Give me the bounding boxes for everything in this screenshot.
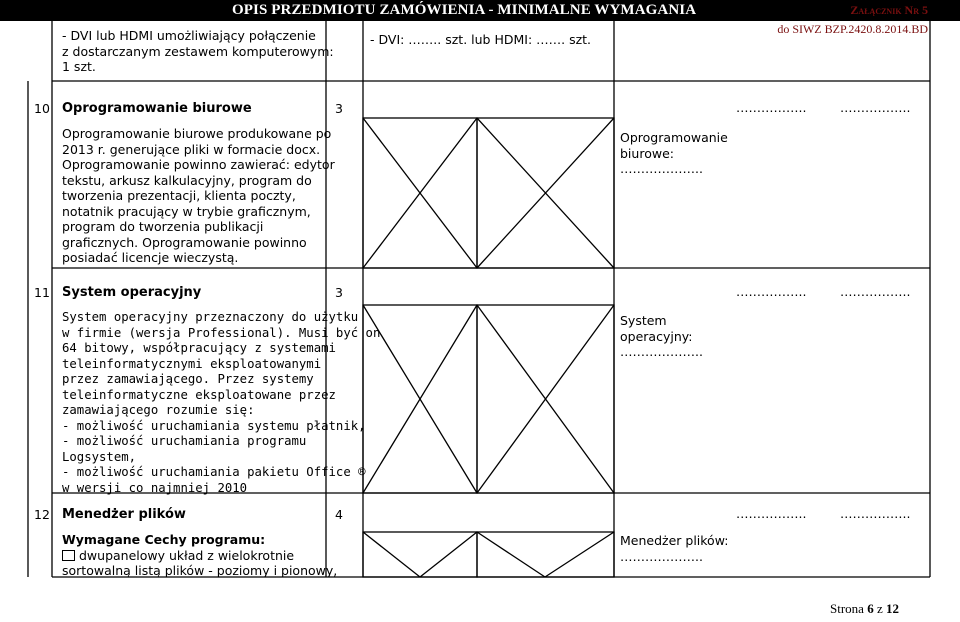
desc-line: Oprogramowanie powinno zawierać: edytor xyxy=(62,157,335,172)
offer-field[interactable] xyxy=(620,313,703,360)
row-number: 11 xyxy=(34,285,50,300)
total-price-field[interactable]: …………….. xyxy=(840,506,911,521)
desc-line: Logsystem, xyxy=(62,449,137,464)
desc-line: dwupanelowy układ z wielokrotnie xyxy=(62,548,337,564)
total-price-field[interactable]: …………….. xyxy=(840,284,911,299)
desc-line: w wersji co najmniej 2010 xyxy=(62,480,248,495)
desc-line: posiadać licencje wieczystą. xyxy=(62,250,239,265)
desc-line: 1 szt. xyxy=(62,59,96,74)
desc-line: - możliwość uruchamiania systemu płatnik, xyxy=(62,418,366,433)
desc-line: 2013 r. generujące pliki w formacie docx. xyxy=(62,141,321,157)
offer-field[interactable] xyxy=(620,533,728,564)
row-description xyxy=(62,532,337,579)
desc-line: program do tworzenia publikacji xyxy=(62,219,264,234)
page-number: Strona 6 z 12 xyxy=(830,601,899,616)
row-number: 12 xyxy=(34,507,50,522)
offer-label: biurowe: xyxy=(620,145,674,161)
unit-price-field[interactable]: …………….. xyxy=(736,506,807,521)
row-quantity: 3 xyxy=(335,101,343,116)
page-header xyxy=(0,0,960,21)
reference-number: do SIWZ BZP.2420.8.2014.BD xyxy=(777,22,928,36)
continuation-description xyxy=(62,28,334,75)
offer-label: Menedżer plików: xyxy=(620,533,729,548)
desc-line: tekstu, arkusz kalkulacyjny, program do xyxy=(62,172,312,188)
desc-line: 64 bitowy, współpracujący z systemami xyxy=(62,341,336,355)
desc-line: graficznych. Oprogramowanie powinno xyxy=(62,234,307,250)
row-number: 10 xyxy=(34,101,50,116)
desc-line: teleinformatyczne eksploatowane przez xyxy=(62,387,336,402)
requirements-heading: Wymagane Cechy programu: xyxy=(62,532,266,547)
total-price-field[interactable]: …………….. xyxy=(840,100,911,115)
unit-price-field[interactable]: …………….. xyxy=(736,284,807,299)
row-description xyxy=(62,310,380,496)
desc-line: - możliwość uruchamiania pakietu Office ® xyxy=(62,465,366,479)
row-description xyxy=(62,126,335,266)
unit-price-field[interactable]: …………….. xyxy=(736,100,807,115)
desc-line: w firmie (wersja Professional). Musi być on xyxy=(62,325,381,340)
row-quantity: 4 xyxy=(335,507,343,522)
desc-line: - możliwość uruchamiania programu xyxy=(62,434,307,448)
desc-line: przez zamawiającego. Przez systemy xyxy=(62,372,314,386)
desc-line: - DVI lub HDMI umożliwiający połączenie xyxy=(62,28,316,43)
checkbox-icon xyxy=(62,550,75,561)
offer-dots: ……………….. xyxy=(620,344,703,359)
desc-line: notatnik pracujący w trybie graficznym, xyxy=(62,203,311,219)
document-title: OPIS PRZEDMIOTU ZAMÓWIENIA - MINIMALNE WYMAGANIA xyxy=(232,2,697,18)
desc-line: tworzenia prezentacji, klienta poczty, xyxy=(62,188,296,203)
desc-line: Oprogramowanie biurowe produkowane po xyxy=(62,126,332,141)
offer-label: operacyjny: xyxy=(620,328,693,344)
attachment-label: Załącznik Nr 5 xyxy=(850,3,928,17)
desc-line: teleinformatycznymi eksploatowanymi xyxy=(62,356,322,371)
offer-field[interactable] xyxy=(620,130,728,177)
row-name: Oprogramowanie biurowe xyxy=(62,101,252,116)
desc-line: z dostarczanym zestawem komputerowym: xyxy=(62,43,334,59)
row-quantity: 3 xyxy=(335,285,343,300)
continuation-offer: - DVI: …….. szt. lub HDMI: ……. szt. xyxy=(370,32,592,47)
desc-line: zamawiającego rozumie się: xyxy=(62,403,255,417)
offer-label: System xyxy=(620,313,667,328)
offer-label: Oprogramowanie xyxy=(620,130,728,145)
desc-line: sortowalną listą plików - poziomy i pionowy, xyxy=(62,563,338,578)
desc-line: System operacyjny przeznaczony do użytku xyxy=(62,310,359,324)
row-name: Menedżer plików xyxy=(62,507,186,522)
row-name: System operacyjny xyxy=(62,285,202,300)
offer-dots: ……………….. xyxy=(620,161,703,176)
offer-dots: ……………….. xyxy=(620,548,703,564)
